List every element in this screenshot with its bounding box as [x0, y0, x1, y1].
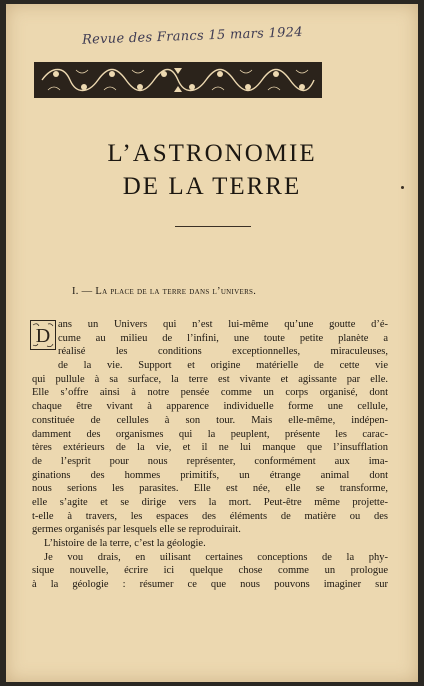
- section-heading: I. — La place de la terre dans l’univers.: [72, 286, 257, 297]
- title-line-1: L’ASTRONOMIE: [107, 140, 317, 167]
- ornamental-header-band: [34, 62, 322, 98]
- body-line: qui pullule à sa surface, la terre est vivante et agissante par elle.: [32, 373, 388, 385]
- body-line: ginations des hommes primitifs, un étrange animal dont: [32, 469, 388, 481]
- body-line: germes organisés par lesquels elle se reproduirait.: [32, 524, 241, 536]
- body-line: de l’esprit pour nous représenter, conformément aux ima-: [32, 455, 388, 467]
- title-divider: [175, 226, 251, 227]
- body-line: sique nouvelle, écrire ici quelque chose comme un prologue: [32, 565, 388, 577]
- body-line: elle s’agite et se dirige vers la mort. Peut-être même projette-: [32, 496, 388, 508]
- body-text: [32, 318, 388, 592]
- body-line: t-elle à travers, les espaces des éléments de matière ou des: [32, 510, 388, 522]
- body-line: chaque être vivant à apparence individuelle forme une cellule,: [32, 401, 388, 413]
- body-line: nous serions les parasites. Elle est née, elle se transforme,: [32, 483, 388, 495]
- body-line: Elle s’offre ainsi à notre pensée comme un corps organisé, dont: [32, 387, 388, 399]
- handwritten-annotation: Revue des Francs 15 mars 1924: [81, 25, 304, 48]
- svg-text:D: D: [35, 325, 51, 347]
- body-line: damment des organismes qui la peuplent, présente les carac-: [32, 428, 388, 440]
- body-line: de la vie. Support et origine matérielle de cette vie: [58, 360, 388, 372]
- body-line: ans un Univers qui n’est lui-même qu’une goutte d’é-: [58, 319, 388, 330]
- body-line: réalisé les conditions exceptionnelles, miraculeuses,: [58, 346, 388, 358]
- body-line: constituée de cellules à son tour. Mais elle-même, indépen-: [32, 414, 388, 426]
- body-line: tères extérieurs de la vie, et il ne lui manque que l’insufflation: [32, 442, 388, 454]
- body-line: cume au milieu de l’infini, une toute petite planète a: [58, 332, 388, 344]
- body-line: Je vou drais, en uilisant certaines conceptions de la phy-: [44, 551, 388, 563]
- page-speck: [401, 186, 404, 189]
- body-line: à la géologie : résumer ce que nous pouvons imaginer sur: [32, 579, 388, 591]
- body-line: L’histoire de la terre, c’est la géologie.: [44, 538, 206, 549]
- drop-cap-letter: [30, 320, 56, 350]
- title-line-2: DE LA TERRE: [122, 173, 302, 200]
